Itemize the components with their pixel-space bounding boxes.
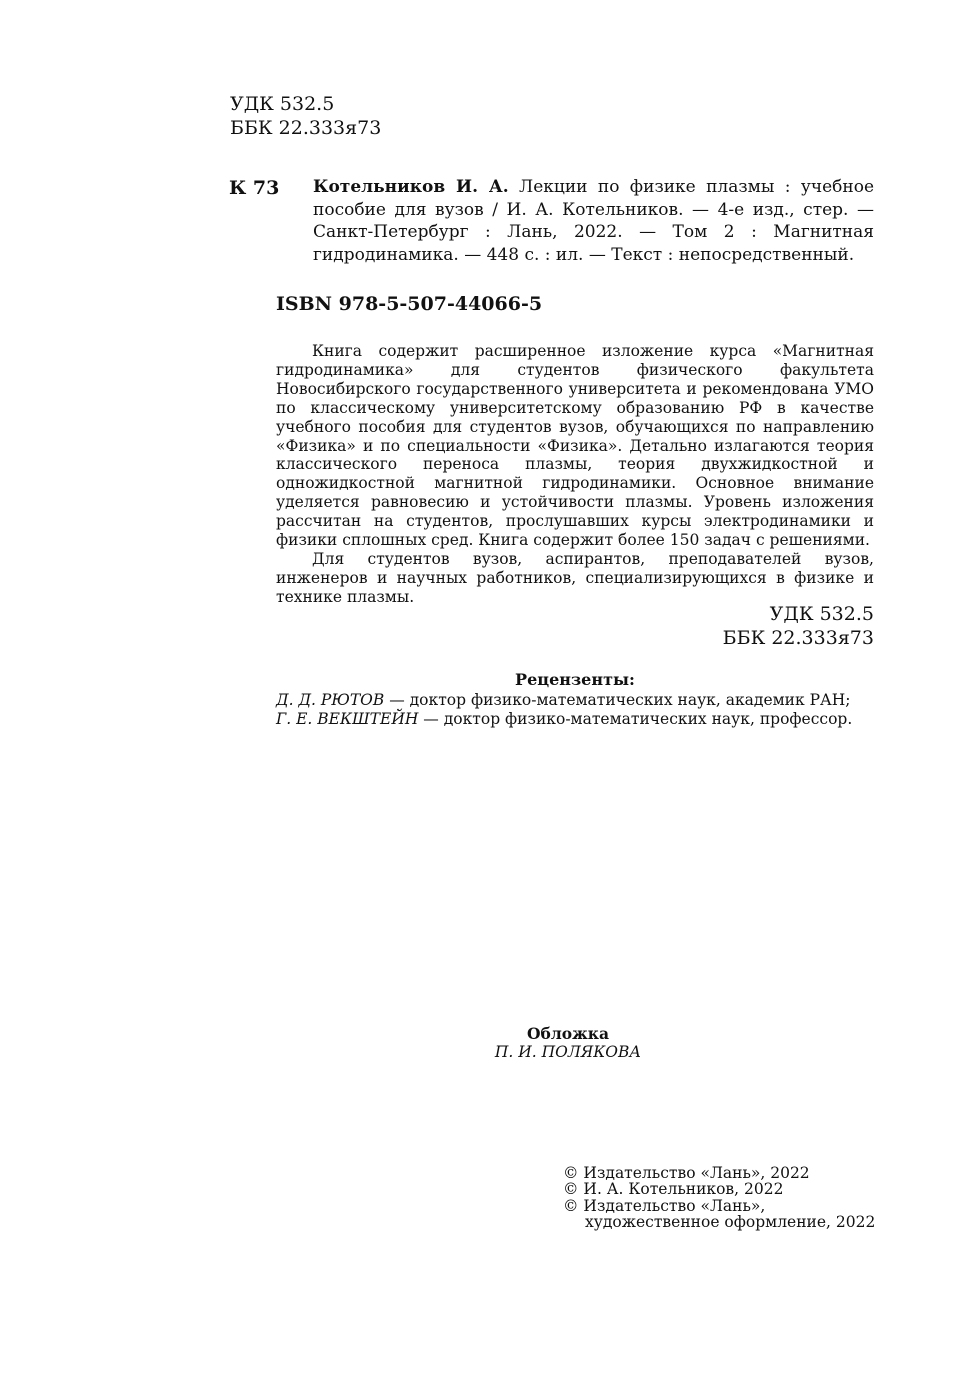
copyright-line: © Издательство «Лань», bbox=[563, 1196, 766, 1215]
udk-code: УДК 532.5 bbox=[769, 603, 874, 625]
udk-code: УДК 532.5 bbox=[230, 93, 335, 115]
reviewer-item bbox=[276, 710, 896, 729]
bbk-code: ББК 22.333я73 bbox=[230, 117, 382, 139]
reviewer-name: Д. Д. РЮТОВ bbox=[276, 691, 385, 709]
reviewers-title: Рецензенты: bbox=[515, 670, 635, 689]
bibliographic-record bbox=[276, 176, 874, 266]
reviewer-role: — доктор физико-математических наук, профессор. bbox=[418, 710, 853, 728]
annotation-paragraph: Для студентов вузов, аспирантов, преподавателей вузов, инженеров и научных работников, специализирующихся в физике и технике плазмы. bbox=[276, 549, 874, 606]
cover-credit bbox=[420, 1024, 716, 1062]
author-index: К 73 bbox=[229, 177, 280, 199]
reviewers-list bbox=[276, 691, 896, 729]
bibliographic-description: Лекции по физике плазмы : учебное пособие для вузов / И. А. Котельников. — 4-е изд., стер. — Санкт-Петербург : Лань, 2022. — Том 2 : Магнитная гидродинамика. — 448 с. : ил. — Текст : непосредственный. bbox=[313, 177, 875, 265]
copyright-line: © Издательство «Лань», 2022 bbox=[563, 1164, 810, 1182]
isbn: ISBN 978-5-507-44066-5 bbox=[276, 293, 543, 315]
reviewer-name: Г. Е. ВЕКШТЕЙН bbox=[276, 710, 419, 728]
annotation bbox=[276, 342, 874, 607]
cover-designer: П. И. ПОЛЯКОВА bbox=[494, 1043, 642, 1061]
annotation-paragraph: Книга содержит расширенное изложение курса «Магнитная гидродинамика» для студентов физического факультета Новосибирского государственного университета и рекомендована УМО по классическому университетскому образованию РФ в качестве учебного пособия для студентов вузов, обучающихся по направлению «Физика» и по специальности «Физика». Детально излагаются теория классического переноса плазмы, теория двухжидкостной и одножидкостной магнитной гидродинамики. Основное внимание уделяется равновесию и устойчивости плазмы. Уровень изложения рассчитан на студентов, прослушавших курсы электродинамики и физики сплошных сред. Книга содержит более 150 задач с решениями. bbox=[276, 342, 874, 550]
reviewer-item bbox=[276, 691, 896, 710]
bbk-code: ББК 22.333я73 bbox=[722, 627, 874, 649]
cover-label: Обложка bbox=[527, 1024, 609, 1043]
author-name: Котельников И. А. bbox=[313, 177, 509, 197]
copyright-line: © И. А. Котельников, 2022 bbox=[563, 1180, 784, 1199]
reviewer-role: — доктор физико-математических наук, академик РАН; bbox=[384, 691, 851, 709]
copyright-line: художественное оформление, 2022 bbox=[585, 1212, 876, 1231]
bottom-classification bbox=[600, 602, 874, 650]
top-classification bbox=[230, 92, 381, 140]
copyright-block bbox=[563, 1165, 875, 1230]
